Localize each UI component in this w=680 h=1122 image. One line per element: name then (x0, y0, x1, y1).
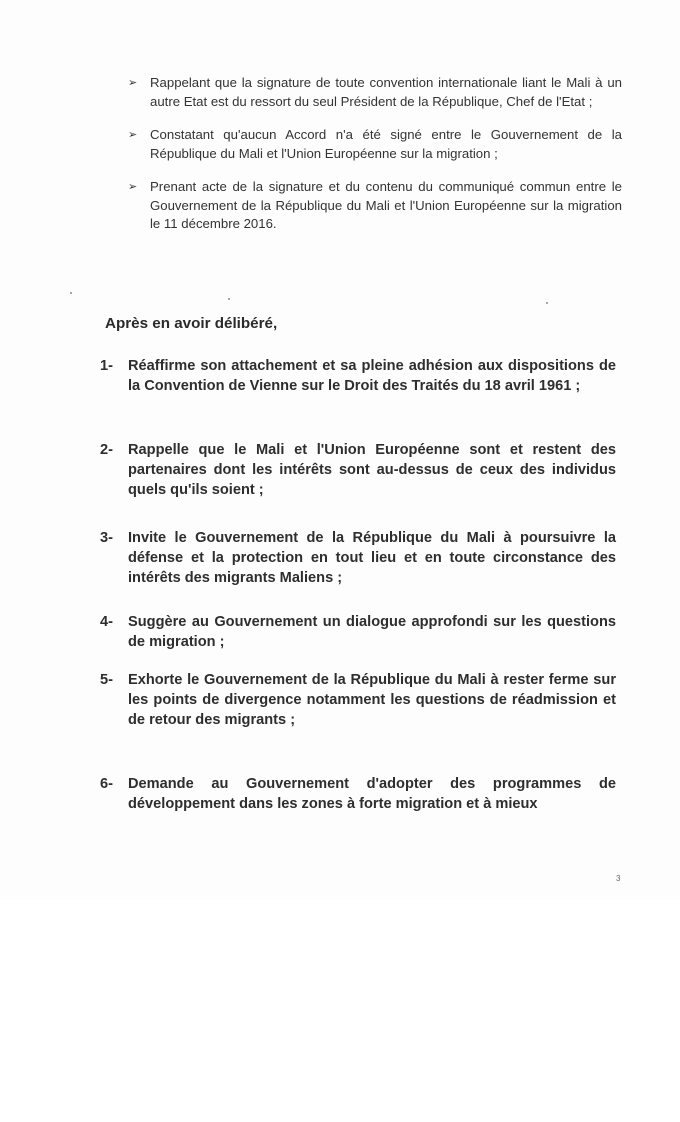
decision-text: Suggère au Gouvernement un dialogue approfondi sur les questions de migration ; (128, 614, 616, 650)
considerant-item (128, 126, 622, 163)
considerants-list (128, 74, 622, 249)
arrow-bullet-icon: ➢ (128, 129, 138, 141)
deliberation-heading: Après en avoir délibéré, (105, 315, 278, 332)
decision-item (100, 612, 616, 652)
scan-speck (70, 292, 72, 294)
page-number: 3 (616, 874, 621, 883)
scan-speck (228, 298, 230, 300)
decision-text: Exhorte le Gouvernement de la République du Mali à rester ferme sur les points de divergence notamment les questions de réadmission et de retour des migrants ; (128, 672, 616, 728)
decision-item (100, 670, 616, 730)
decision-number: 3- (100, 530, 113, 546)
decision-number: 6- (100, 776, 113, 792)
decision-text: Demande au Gouvernement d'adopter des programmes de développement dans les zones à forte migration et à mieux (128, 776, 616, 812)
decision-item (100, 356, 616, 396)
decision-number: 2- (100, 442, 113, 458)
arrow-bullet-icon: ➢ (128, 77, 138, 89)
blank-area (0, 900, 680, 1122)
considerant-item (128, 178, 622, 234)
decision-item (100, 774, 616, 814)
decision-item (100, 440, 616, 500)
arrow-bullet-icon: ➢ (128, 181, 138, 193)
considerant-item (128, 74, 622, 111)
decision-number: 4- (100, 614, 113, 630)
considerant-text: Constatant qu'aucun Accord n'a été signé entre le Gouvernement de la République du Mali et l'Union Européenne sur la migration ; (150, 127, 622, 161)
decision-item (100, 528, 616, 588)
decision-text: Réaffirme son attachement et sa pleine adhésion aux dispositions de la Convention de Vienne sur le Droit des Traités du 18 avril 1961 ; (128, 358, 616, 394)
decision-number: 5- (100, 672, 113, 688)
scan-speck (546, 302, 548, 304)
considerant-text: Prenant acte de la signature et du contenu du communiqué commun entre le Gouvernement de la République du Mali et l'Union Européenne sur la migration le 11 décembre 2016. (150, 179, 622, 231)
decision-text: Rappelle que le Mali et l'Union Européenne sont et restent des partenaires dont les intérêts sont au-dessus de ceux des individus quels qu'ils soient ; (128, 442, 616, 498)
considerant-text: Rappelant que la signature de toute convention internationale liant le Mali à un autre Etat est du ressort du seul Président de la République, Chef de l'Etat ; (150, 75, 622, 109)
decision-text: Invite le Gouvernement de la République du Mali à poursuivre la défense et la protection en tout lieu et en toute circonstance des intérêts des migrants Maliens ; (128, 530, 616, 586)
decision-number: 1- (100, 358, 113, 374)
